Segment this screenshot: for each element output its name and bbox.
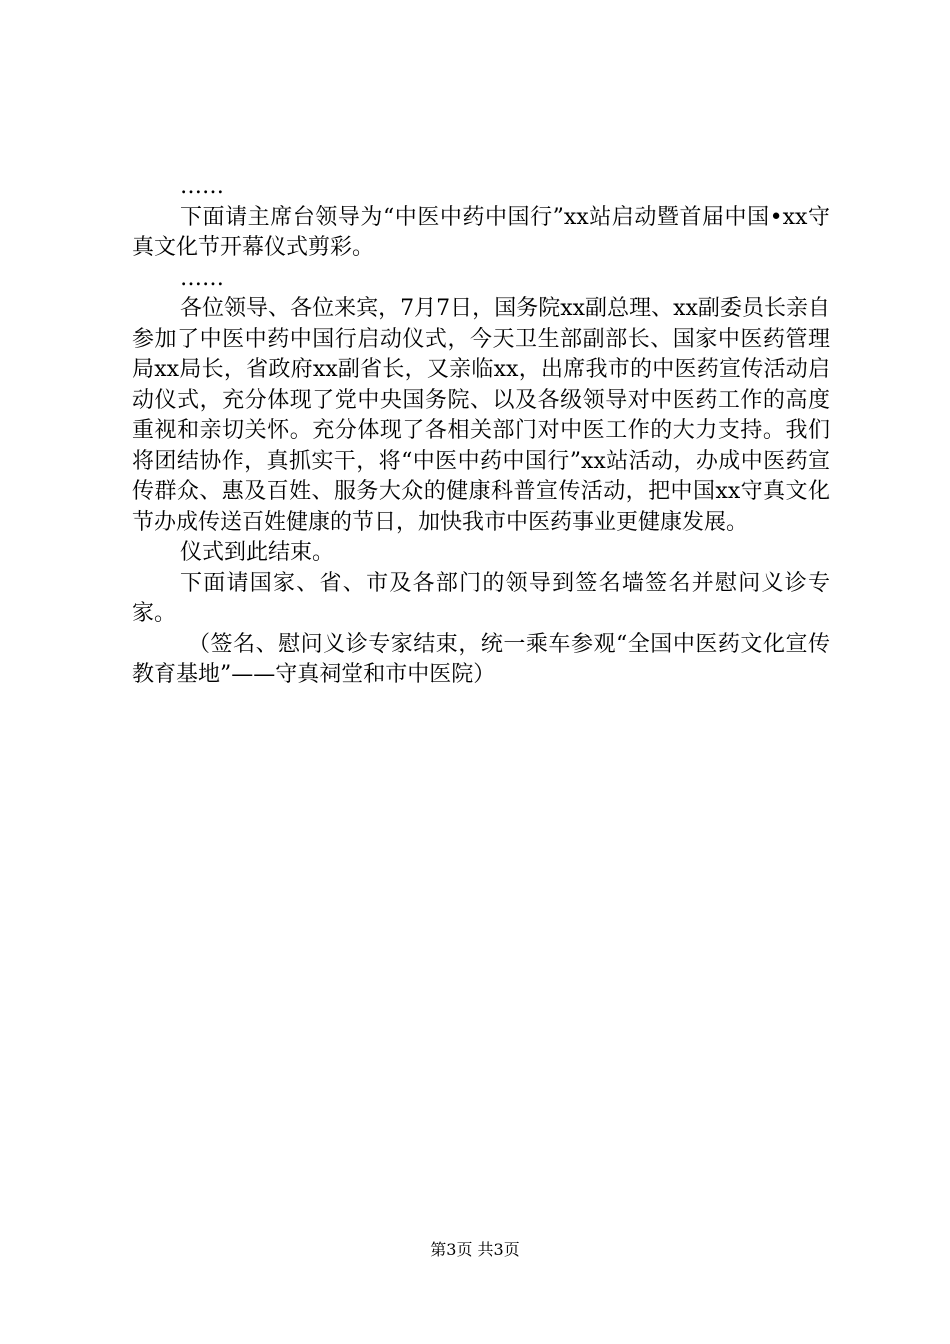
ellipsis-line-1: …… [180,174,224,199]
page-footer [0,1240,950,1260]
paragraph-ceremony-end: 仪式到此结束。 [180,540,335,565]
paragraph-speech: 各位领导、各位来宾，7月7日，国务院xx副总理、xx副委员长亲自参加了中医中药中国行启动仪式，今天卫生部副部长、国家中医药管理局xx局长，省政府xx副省长，又亲临xx，出席我市的中医药宣传活动启动仪式，充分体现了党中央国务院、以及各级领导对中医药工作的高度重视和亲切关怀。充分体现了各相关部门对中医工作的大力支持。我们将团结协作，真抓实干，将“中医中药中国行”xx站活动，办成中医药宣传群众、惠及百姓、服务大众的健康科普宣传活动，把中国xx守真文化节办成传送百姓健康的节日，加快我市中医药事业更健康发展。 [132,296,831,535]
paragraph-visit-note: （签名、慰问义诊专家结束，统一乘车参观“全国中医药文化宣传教育基地”——守真祠堂和市中医院） [132,631,830,687]
document-body [132,172,830,691]
ellipsis-line-2: …… [180,265,224,291]
page-number-label: 第3页 共3页 [430,1240,520,1259]
paragraph-signing-wall: 下面请国家、省、市及各部门的领导到签名墙签名并慰问义诊专家。 [132,570,830,626]
paragraph-ribbon-cutting: 下面请主席台领导为“中医中药中国行”xx站启动暨首届中国•xx守真文化节开幕仪式剪彩。 [132,204,830,260]
